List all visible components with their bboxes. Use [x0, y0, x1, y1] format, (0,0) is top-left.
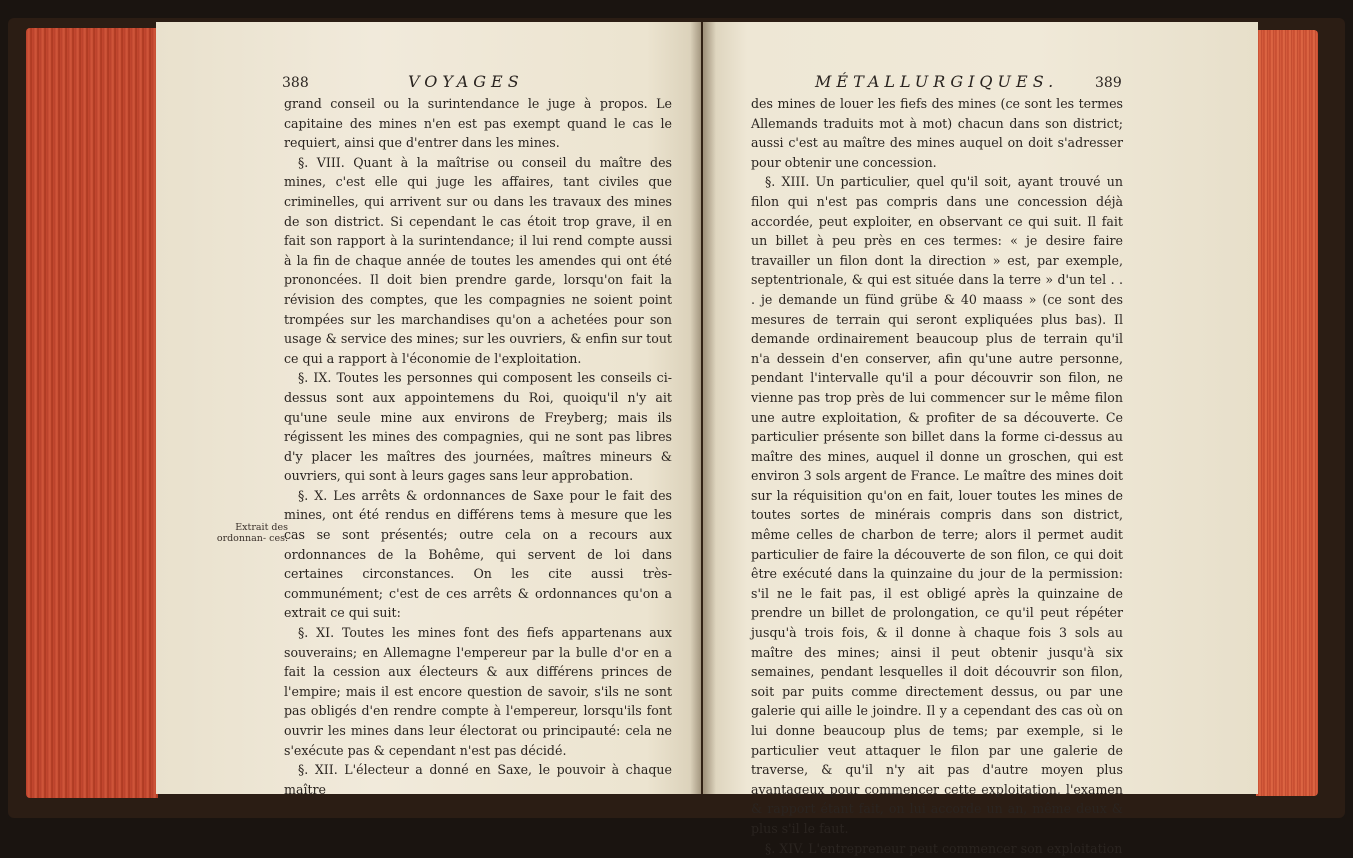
margin-note: Extrait des ordonnan- ces.: [216, 522, 288, 544]
right-page-number: 389: [1095, 75, 1122, 91]
left-paragraph-2: §. VIII. Quant à la maîtrise ou conseil du maître des mines, c'est elle qui juge les affaires, tant civiles que criminelles, qui arrivent sur ou dans les travaux des mines de son district. Si cependant le cas étoit trop grave, il en fait son rapport à la surintendance; il lui rend compte aussi à la fin de chaque année de toutes les amendes qui ont été prononcées. Il doit bien prendre garde, lorsqu'on fait la révision des comptes, que les compagnies ne soient point trompées sur les marchandises qu'on a achetées pour son usage & service des mines; sur les ouvriers, & enfin sur tout ce qui a rapport à l'économie de l'exploitation.: [284, 154, 672, 366]
left-running-head: VOYAGES: [408, 72, 524, 91]
left-page-number: 388: [282, 75, 309, 91]
right-paragraph-2: §. XIII. Un particulier, quel qu'il soit, ayant trouvé un filon qui n'est pas compris dans une concession déjà accordée, peut exploiter, en observant ce qui suit. Il fait un billet à peu près en ces termes: « je desire faire travailler un filon dont la direction » est, par exemple, septentrionale, & qui est située dans la terre » d'un tel . . . je demande un fünd grübe & 40 maass » (ce sont des mesures de terrain qui seront expliquées plus bas). Il demande ordinairement beaucoup plus de terrain qu'il n'a dessein d'en conserver, afin qu'une autre personne, pendant l'intervalle qu'il a pour découvrir son filon, ne vienne pas trop près de lui commencer sur le même filon une autre exploitation, & profiter de sa découverte. Ce particulier présente son billet dans la forme ci-dessus au maître des mines, auquel il donne un groschen, qui est environ 3 sols argent de France. Le maître des mines doit sur la réquisition qu'on en fait, louer toutes les mines de toutes sortes de minérais compris dans son district, même celles de charbon de terre; alors il permet audit particulier de faire la découverte de son filon, ce qui doit être exécuté dans la quinzaine du jour de la permission: s'il ne le fait pas, il est obligé après la quinzaine de prendre un billet de prolongation, ce qu'il peut répéter jusqu'à trois fois, & il donne à chaque fois 3 sols au maître des mines; ainsi il peut obtenir jusqu'à six semaines, pendant lesquelles il doit découvrir son filon, soit par puits comme directement dessus, ou par une galerie qui aille le joindre. Il y a cependant des cas où on lui donne beaucoup plus de tems; par exemple, si le particulier veut attaquer le filon par une galerie de traverse, & qu'il n'y ait pas d'autre moyen plus avantageux pour commencer cette exploitation, l'examen & rapport étant fait, on lui accorde un an, même deux & plus s'il le faut.: [751, 174, 1123, 836]
left-body-text: [284, 94, 672, 799]
right-paragraph-3: §. XIV. L'entrepreneur peut commencer son exploitation: [765, 840, 1123, 856]
left-paragraph-5: §. XI. Toutes les mines font des fiefs appartenans aux souverains; en Allemagne l'empereur par la bulle d'or en a fait la cession aux électeurs & aux différens princes de l'empire; mais il est encore question de savoir, s'ils ne sont pas obligés d'en rendre compte à l'empereur, lorsqu'ils font ouvrir les mines dans leur électorat ou principauté: cela ne s'exécute pas & cependant n'est pas décidé.: [284, 625, 672, 758]
right-page-edges: [1256, 30, 1318, 796]
left-paragraph-3: §. IX. Toutes les personnes qui composent les conseils ci-dessus sont aux appointemens du Roi, quoiqu'il n'y ait qu'une seule mine aux environs de Freyberg; mais ils régissent les mines des compagnies, qui ne sont pas libres d'y placer les maîtres des journées, maîtres mineurs & ouvriers, qui sont à leurs gages sans leur approbation.: [284, 370, 672, 484]
right-paragraph-1: des mines de louer les fiefs des mines (ce sont les termes Allemands traduits mot à mot) chacun dans son district; aussi c'est au maître des mines auquel on doit s'adresser pour obtenir une concession.: [751, 96, 1123, 170]
book-gutter: [690, 22, 716, 794]
left-paragraph-6: §. XII. L'électeur a donné en Saxe, le pouvoir à chaque maître: [284, 762, 672, 797]
right-page: [703, 22, 1258, 856]
left-page-edges: [26, 28, 158, 798]
right-body-text: [751, 94, 1123, 858]
left-paragraph-1: grand conseil ou la surintendance le juge à propos. Le capitaine des mines n'en est pas exempt quand le cas le requiert, ainsi que d'entrer dans les mines.: [284, 96, 672, 151]
left-paragraph-4: §. X. Les arrêts & ordonnances de Saxe pour le fait des mines, ont été rendus en différens tems à mesure que les cas se sont présentés; outre cela on a recours aux ordonnances de la Bohême, qui servent de loi dans certaines circonstances. On les cite aussi très-communément; c'est de ces arrêts & ordonnances qu'on a extrait ce qui suit:: [284, 487, 672, 621]
left-page: [156, 22, 701, 797]
right-running-head: MÉTALLURGIQUES.: [815, 72, 1059, 91]
